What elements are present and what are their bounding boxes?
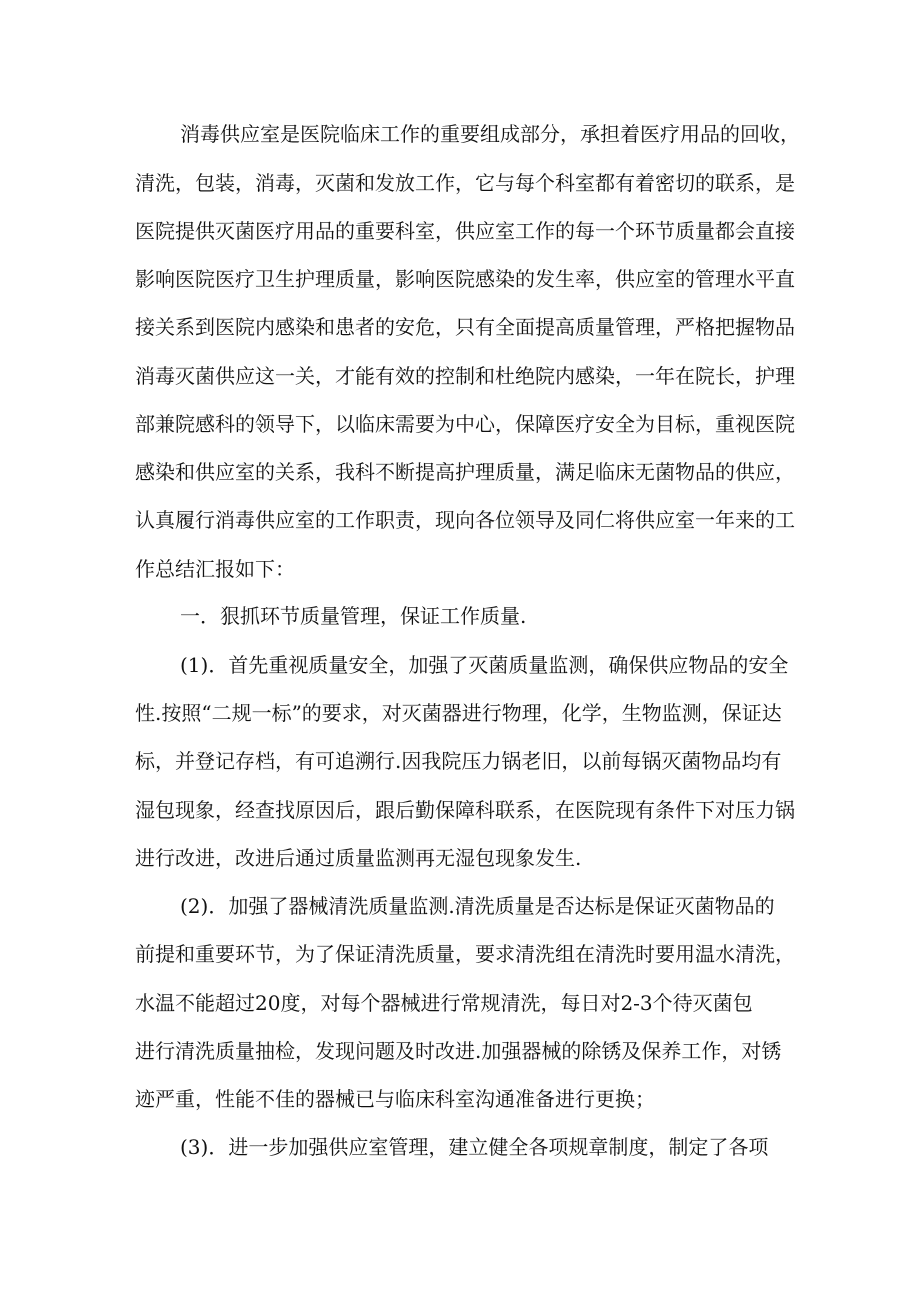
text-line-20: 进行清洗质量抽检，发现问题及时改进.加强器械的除锈及保养工作，对锈 (135, 1039, 782, 1063)
text-line-22: (3)．进一步加强供应室管理，建立健全各项规章制度，制定了各项 (180, 1135, 769, 1159)
text-line-2: 清洗，包装，消毒，灭菌和发放工作，它与每个科室都有着密切的联系，是 (135, 171, 795, 195)
text-line-15: 湿包现象，经查找原因后，跟后勤保障科联系，在医院现有条件下对压力锅 (135, 798, 795, 822)
text-line-12: (1)．首先重视质量安全，加强了灭菌质量监测，确保供应物品的安全 (180, 653, 789, 677)
text-line-17: (2)．加强了器械清洗质量监测.清洗质量是否达标是保证灭菌物品的 (180, 894, 775, 918)
text-line-9: 认真履行消毒供应室的工作职责，现向各位领导及同仁将供应室一年来的工 (135, 508, 795, 532)
text-line-18: 前提和重要环节，为了保证清洗质量，要求清洗组在清洗时要用温水清洗， (135, 942, 795, 966)
text-line-16: 进行改进，改进后通过质量监测再无湿包现象发生. (135, 846, 582, 870)
text-line-5: 接关系到医院内感染和患者的安危，只有全面提高质量管理，严格把握物品 (135, 315, 795, 339)
text-line-7: 部兼院感科的领导下，以临床需要为中心，保障医疗安全为目标，重视医院 (135, 412, 795, 436)
text-line-6: 消毒灭菌供应这一关，才能有效的控制和杜绝院内感染，一年在院长，护理 (135, 364, 795, 388)
text-line-4: 影响医院医疗卫生护理质量，影响医院感染的发生率，供应室的管理水平直 (135, 267, 795, 291)
text-line-8: 感染和供应室的关系，我科不断提高护理质量，满足临床无菌物品的供应， (135, 460, 795, 484)
text-line-3: 医院提供灭菌医疗用品的重要科室，供应室工作的每一个环节质量都会直接 (135, 219, 795, 243)
text-line-1: 消毒供应室是医院临床工作的重要组成部分，承担着医疗用品的回收， (180, 122, 800, 146)
section-heading-1: 一．狠抓环节质量管理，保证工作质量. (180, 604, 527, 628)
text-line-10: 作总结汇报如下： (135, 557, 295, 581)
text-line-14: 标，并登记存档，有可追溯行.因我院压力锅老旧，以前每锅灭菌物品均有 (135, 749, 782, 773)
text-line-13: 性.按照“二规一标”的要求，对灭菌器进行物理，化学，生物监测，保证达 (135, 701, 782, 725)
text-line-19: 水温不能超过20度，对每个器械进行常规清洗，每日对2-3个待灭菌包 (135, 991, 753, 1015)
text-line-21: 迹严重，性能不佳的器械已与临床科室沟通准备进行更换； (135, 1087, 655, 1111)
